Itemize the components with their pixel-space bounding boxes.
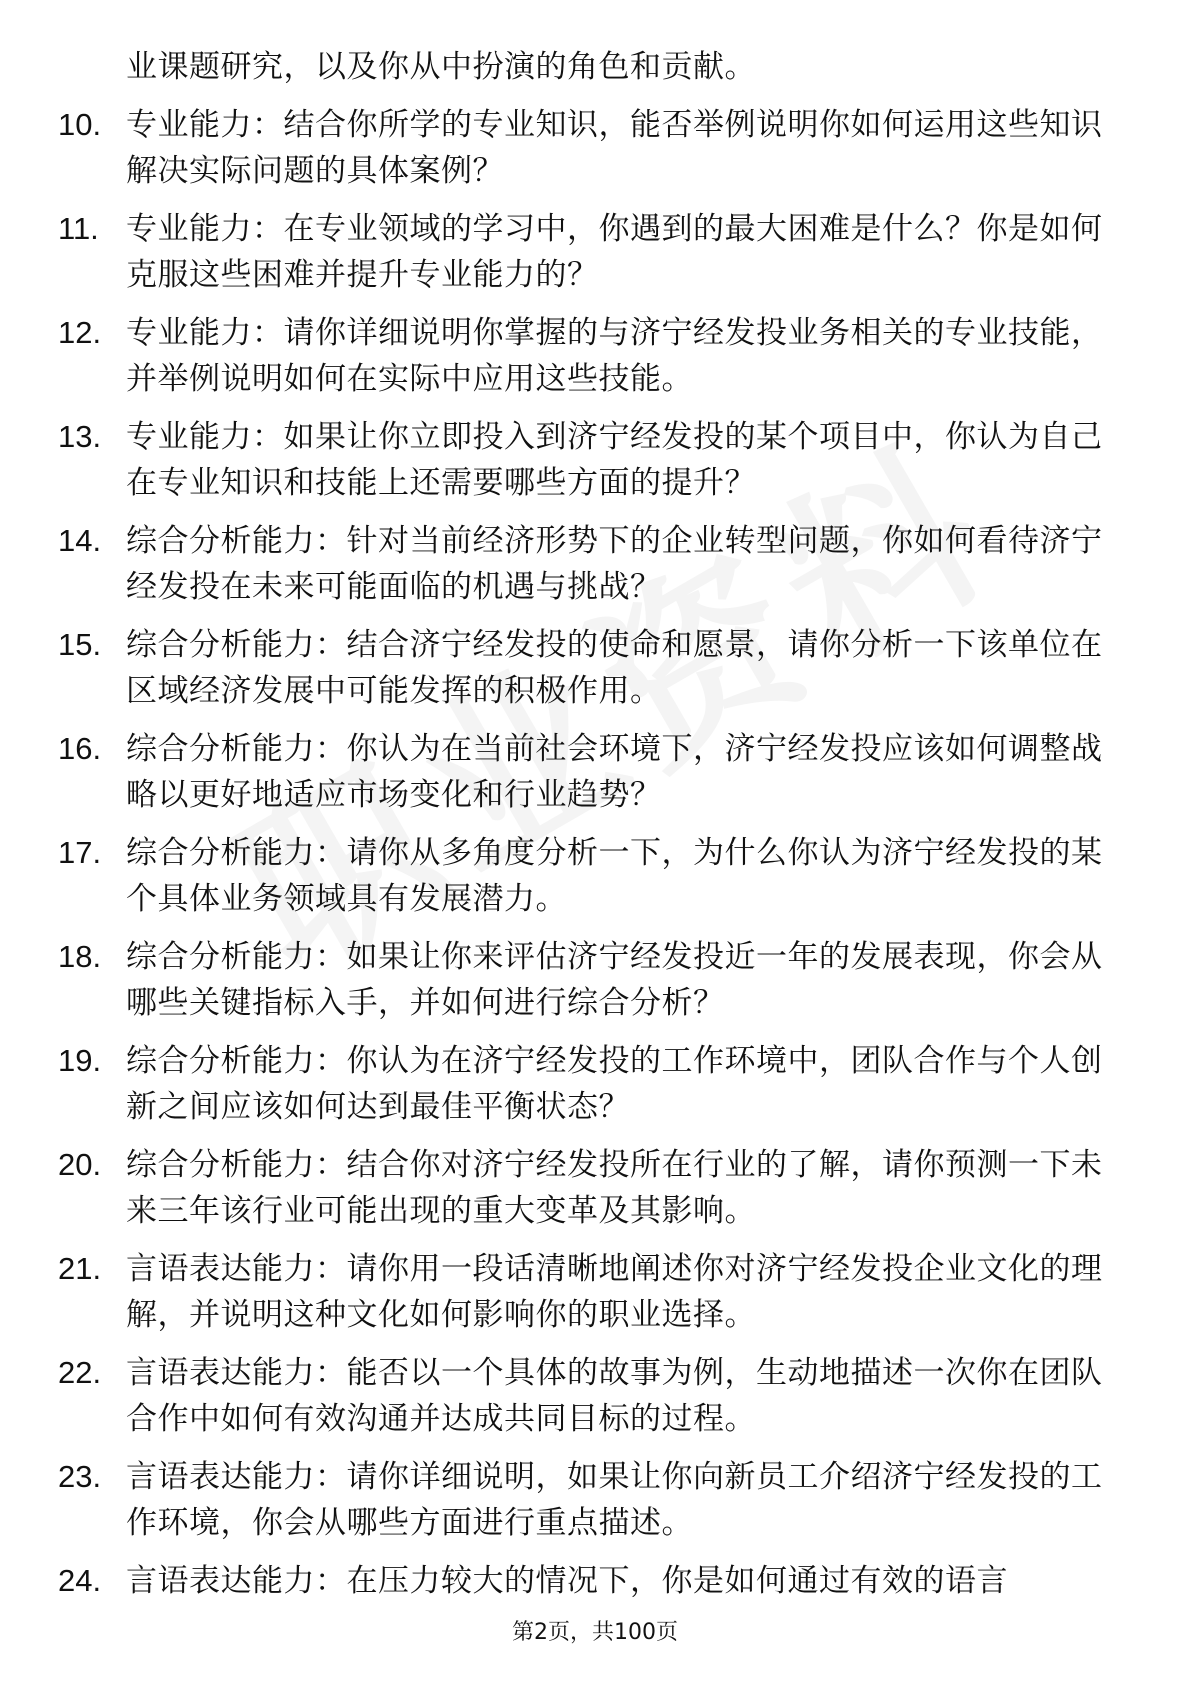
question-number: 11. [58, 211, 99, 246]
question-item [58, 726, 1118, 818]
question-item [58, 1142, 1118, 1234]
question-number: 10. [58, 107, 102, 142]
question-number: 23. [58, 1459, 102, 1494]
question-item [58, 1350, 1118, 1442]
question-text: 综合分析能力：你认为在济宁经发投的工作环境中，团队合作与个人创新之间应该如何达到最佳平衡状态？ [126, 1043, 1103, 1125]
question-text: 综合分析能力：结合济宁经发投的使命和愿景，请你分析一下该单位在区域经济发展中可能发挥的积极作用。 [126, 627, 1103, 709]
question-number: 24. [58, 1563, 102, 1598]
question-text: 专业能力：请你详细说明你掌握的与济宁经发投业务相关的专业技能，并举例说明如何在实际中应用这些技能。 [126, 315, 1103, 397]
question-item [58, 1038, 1118, 1130]
question-number: 15. [58, 627, 102, 662]
question-text: 综合分析能力：针对当前经济形势下的企业转型问题，你如何看待济宁经发投在未来可能面临的机遇与挑战？ [126, 523, 1103, 605]
question-text: 综合分析能力：结合你对济宁经发投所在行业的了解，请你预测一下未来三年该行业可能出现的重大变革及其影响。 [126, 1147, 1103, 1229]
question-text: 专业能力：结合你所学的专业知识，能否举例说明你如何运用这些知识解决实际问题的具体案例？ [126, 107, 1103, 189]
question-list [58, 102, 1118, 1604]
continuation-text: 业课题研究，以及你从中扮演的角色和贡献。 [126, 49, 756, 85]
question-item [58, 1454, 1118, 1546]
question-item [58, 206, 1118, 298]
question-item [58, 1246, 1118, 1338]
question-item [58, 1558, 1118, 1604]
question-number: 19. [58, 1043, 102, 1078]
question-text: 专业能力：如果让你立即投入到济宁经发投的某个项目中，你认为自己在专业知识和技能上还需要哪些方面的提升？ [126, 419, 1103, 501]
question-number: 14. [58, 523, 102, 558]
question-text: 综合分析能力：你认为在当前社会环境下，济宁经发投应该如何调整战略以更好地适应市场变化和行业趋势？ [126, 731, 1103, 813]
question-number: 16. [58, 731, 102, 766]
question-text: 言语表达能力：请你详细说明，如果让你向新员工介绍济宁经发投的工作环境，你会从哪些方面进行重点描述。 [126, 1459, 1103, 1541]
question-item [58, 518, 1118, 610]
question-number: 22. [58, 1355, 102, 1390]
question-text: 言语表达能力：在压力较大的情况下，你是如何通过有效的语言 [126, 1563, 1008, 1599]
question-number: 18. [58, 939, 102, 974]
question-text: 言语表达能力：请你用一段话清晰地阐述你对济宁经发投企业文化的理解，并说明这种文化如何影响你的职业选择。 [126, 1251, 1103, 1333]
question-number: 20. [58, 1147, 102, 1182]
question-text: 综合分析能力：如果让你来评估济宁经发投近一年的发展表现，你会从哪些关键指标入手，并如何进行综合分析？ [126, 939, 1103, 1021]
question-item [58, 102, 1118, 194]
page-footer: 第2页，共100页 [512, 1620, 678, 1645]
question-item [58, 830, 1118, 922]
question-item [58, 934, 1118, 1026]
question-number: 17. [58, 835, 102, 870]
question-text: 综合分析能力：请你从多角度分析一下，为什么你认为济宁经发投的某个具体业务领域具有发展潜力。 [126, 835, 1103, 917]
question-text: 专业能力：在专业领域的学习中，你遇到的最大困难是什么？你是如何克服这些困难并提升专业能力的？ [126, 211, 1103, 293]
question-item [58, 622, 1118, 714]
question-number: 13. [58, 419, 102, 454]
question-content [58, 44, 1118, 1604]
question-number: 21. [58, 1251, 102, 1286]
question-text: 言语表达能力：能否以一个具体的故事为例，生动地描述一次你在团队合作中如何有效沟通并达成共同目标的过程。 [126, 1355, 1103, 1437]
question-item [58, 414, 1118, 506]
question-item [58, 310, 1118, 402]
question-number: 12. [58, 315, 102, 350]
